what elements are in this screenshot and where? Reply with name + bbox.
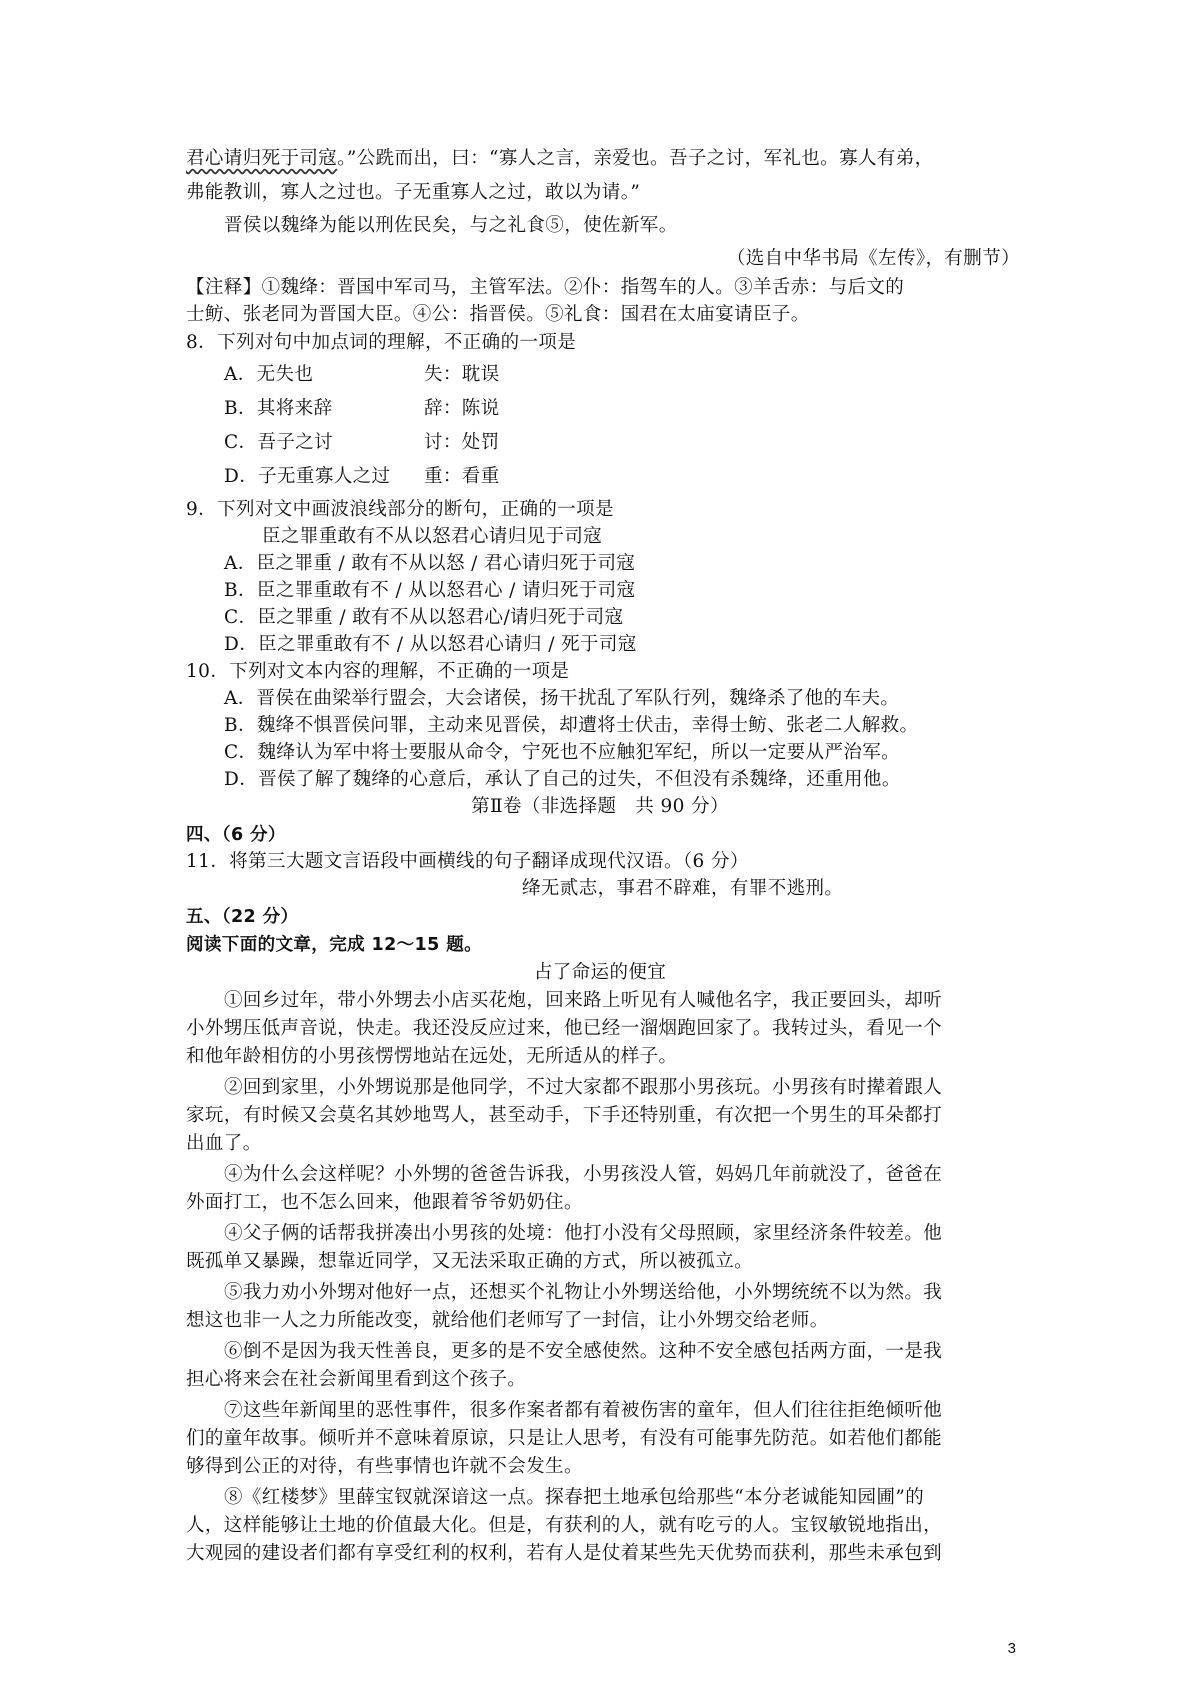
text-line: 占了命运的便宜 [533,962,667,983]
text-line: 士鲂、张老同为晋国大臣。④公：指晋侯。⑤礼食：国君在太庙宴请臣子。 [186,304,810,325]
text-line: 9．下列对文中画波浪线部分的断句，正确的一项是 [186,499,614,520]
text-line: 阅读下面的文章，完成 12～15 题。 [186,935,482,955]
text-line: D．臣之罪重敢有不 / 从以怒君心请归 / 死于司寇 [224,634,637,655]
text-line: 够得到公正的对待，有些事情也许就不会发生。 [186,1456,583,1477]
text-line: ⑥倒不是因为我天性善良，更多的是不安全感使然。这种不安全感包括两方面，一是我 [224,1341,943,1362]
text-line: C．臣之罪重 / 敢有不从以怒君心/请归死于司寇 [224,607,624,628]
text-line: 11．将第三大题文言语段中画横线的句子翻译成现代汉语。（6 分） [186,851,749,872]
text-line: ⑦这些年新闻里的恶性事件，很多作案者都有着被伤害的童年，但人们往往拒绝倾听他 [224,1400,943,1421]
option-text: C．吾子之讨 [224,432,334,453]
line-text: 。”公跣而出，曰：“寡人之言，亲爱也。吾子之讨，军礼也。寡人有弟， [337,148,934,169]
text-line: B．魏绛不惧晋侯问罪，主动来见晋侯，却遭将士伏击，幸得士鲂、张老二人解救。 [224,715,919,736]
text-line: 家玩，有时候又会莫名其妙地骂人，甚至动手，下手还特别重，有次把一个男生的耳朵都打 [186,1105,943,1126]
text-line: 晋侯以魏绛为能以刑佐民矣，与之礼食⑤，使佐新军。 [224,215,678,236]
option-gloss: 重：看重 [424,466,500,487]
text-line: 既孤单又暴躁，想靠近同学，又无法采取正确的方式，所以被孤立。 [186,1251,754,1272]
text-line: 【注释】①魏绛：晋国中军司马，主管军法。②仆：指驾车的人。③羊舌赤：与后文的 [186,277,905,298]
text-line: 人，这样能够让土地的价值最大化。但是，有获利的人，就有吃亏的人。宝钗敏锐地指出， [186,1515,943,1536]
text-line: 10．下列对文本内容的理解，不正确的一项是 [186,661,570,682]
text-line: ②回到家里，小外甥说那是他同学，不过大家都不跟那小男孩玩。小男孩有时撵着跟人 [224,1077,943,1098]
text-line [186,146,934,172]
text-line: 五、（22 分） [186,907,299,927]
text-line: C．魏绛认为军中将士要服从命令，宁死也不应触犯军纪，所以一定要从严治军。 [224,742,901,763]
text-line: 外面打工，也不怎么回来，他跟着爷爷奶奶住。 [186,1192,583,1213]
text-line: 担心将来会在社会新闻里看到这个孩子。 [186,1369,527,1390]
text-line: 大观园的建设者们都有享受红利的权利，若有人是仗着某些先天优势而获利，那些未承包到 [186,1543,943,1564]
question-8-option [224,464,500,490]
question-8-option [224,362,500,388]
text-line: A．臣之罪重 / 敢有不从以怒 / 君心请归死于司寇 [224,553,636,574]
text-line: 和他年龄相仿的小男孩愣愣地站在远处，无所适从的样子。 [186,1046,678,1067]
wavy-underlined-text: 君心请归死于司寇 [186,148,338,169]
text-line: 臣之罪重敢有不从以怒君心请归见于司寇 [262,526,603,547]
option-text: B．其将来辞 [224,398,333,419]
text-line: D．晋侯了解了魏绛的心意后，承认了自己的过失，不但没有杀魏绛，还重用他。 [224,769,901,790]
text-line: ①回乡过年，带小外甥去小店买花炮，回来路上听见有人喊他名字，我正要回头，却听 [224,990,943,1011]
text-line: 四、（6 分） [186,825,286,845]
text-line: B．臣之罪重敢有不 / 从以怒君心 / 请归死于司寇 [224,580,636,601]
option-gloss: 失：耽误 [424,364,500,385]
text-line: ⑧《红楼梦》里薛宝钗就深谙这一点。探春把土地承包给那些“本分老诚能知园圃”的 [224,1487,925,1508]
question-8-option [224,396,500,422]
option-text: A．无失也 [224,364,314,385]
option-text: D．子无重寡人之过 [224,466,391,487]
text-line: 出血了。 [186,1133,262,1154]
text-line: 绛无贰志，事君不辟难，有罪不逃刑。 [522,878,844,899]
text-line: （选自中华书局《左传》，有删节） [726,248,1020,269]
text-line: ⑤我力劝小外甥对他好一点，还想买个礼物让小外甥送给他，小外甥统统不以为然。我 [224,1282,943,1303]
text-line: 想这也非一人之力所能改变，就给他们老师写了一封信，让小外甥交给老师。 [186,1310,829,1331]
text-line: A．晋侯在曲梁举行盟会，大会诸侯，扬干扰乱了军队行列，魏绛杀了他的车夫。 [224,688,900,709]
text-line: 弗能教训，寡人之过也。子无重寡人之过，敢以为请。” [186,182,641,203]
text-line: 第Ⅱ卷（非选择题 共 90 分） [471,796,729,817]
text-line: 们的童年故事。倾听并不意味着原谅，只是让人思考，有没有可能事先防范。如若他们都能 [186,1428,943,1449]
question-8-option [224,430,500,456]
page-number: 3 [1007,1640,1016,1657]
text-line: ④为什么会这样呢？小外甥的爸爸告诉我，小男孩没人管，妈妈几年前就没了，爸爸在 [224,1164,943,1185]
text-line: ④父子俩的话帮我拼凑出小男孩的处境：他打小没有父母照顾，家里经济条件较差。他 [224,1223,943,1244]
option-gloss: 讨：处罚 [424,432,500,453]
text-line: 小外甥压低声音说，快走。我还没反应过来，他已经一溜烟跑回家了。我转过头，看见一个 [186,1018,943,1039]
option-gloss: 辞：陈说 [424,398,500,419]
text-line: 8．下列对句中加点词的理解，不正确的一项是 [186,332,577,353]
